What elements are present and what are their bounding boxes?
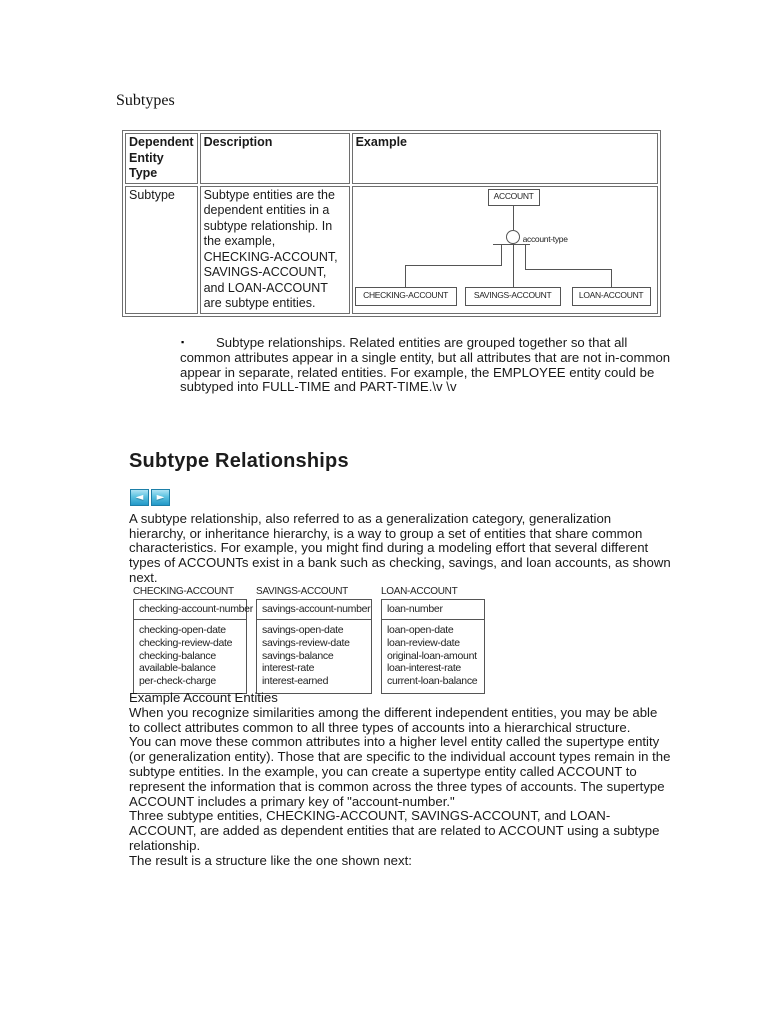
- bullet-text: Subtype relationships. Related entities are grouped together so that all common attributes appear in a single entity, but all attributes that are not in-common appear in separate, related entities. For example, the EMPLOYEE entity could be subtyped into FULL-TIME and PART-TIME.\v \v: [180, 335, 671, 395]
- diagram-line: [513, 245, 514, 287]
- entity-name-label: LOAN-ACCOUNT: [381, 586, 458, 597]
- entity-attribute-list: [134, 620, 246, 693]
- nav-back-button[interactable]: [130, 489, 149, 506]
- entity-attribute: savings-review-date: [262, 636, 350, 649]
- entity-savings-account: [256, 586, 372, 694]
- cell-example-diagram: [352, 186, 658, 314]
- diagram-category-circle: [506, 230, 520, 244]
- nav-forward-button[interactable]: [151, 489, 170, 506]
- header-description: Description: [200, 133, 350, 184]
- diagram-subtype-loan-box: LOAN-ACCOUNT: [572, 287, 651, 306]
- entity-name-label: CHECKING-ACCOUNT: [133, 586, 234, 597]
- entity-loan-account: [381, 586, 485, 694]
- account-entity-diagrams: [133, 586, 485, 694]
- entity-attribute-list: [382, 620, 484, 693]
- diagram-subtype-checking-box: CHECKING-ACCOUNT: [355, 287, 457, 306]
- diagram-line: [525, 245, 526, 269]
- paragraph: The result is a structure like the one shown next:: [129, 852, 412, 868]
- entity-key-attribute: checking-account-number: [134, 600, 246, 620]
- entity-attribute: original-loan-amount: [387, 649, 477, 662]
- page-title: Subtypes: [116, 92, 175, 109]
- entity-attribute: savings-balance: [262, 649, 334, 662]
- entity-attribute: savings-open-date: [262, 624, 344, 636]
- entity-key-attribute: loan-number: [382, 600, 484, 620]
- diagram-line: [611, 269, 612, 287]
- back-arrow-icon: ◄: [135, 491, 144, 503]
- entity-attribute: interest-earned: [262, 675, 329, 688]
- paragraph: Three subtype entities, CHECKING-ACCOUNT, SAVINGS-ACCOUNT, and LOAN-ACCOUNT, are added as dependent entities that are related to ACCOUNT using a subtype relationship.: [129, 808, 660, 853]
- section-intro-paragraph: A subtype relationship, also referred to as a generalization category, generalization hierarchy, or inheritance hierarchy, is a way to group a set of entities that share common characteristics. For example, you might find during a modeling effort that several different types of ACCOUNTs exist in a bank such as checking, savings, and loan accounts, as shown next.: [129, 511, 671, 585]
- diagram-line: [405, 265, 502, 266]
- diagram-line: [513, 206, 514, 230]
- diagram-line: [525, 269, 612, 270]
- entity-attribute: checking-balance: [139, 649, 216, 662]
- entity-box: [256, 599, 372, 694]
- table-row: [125, 186, 658, 314]
- cell-description: Subtype entities are the dependent entities in a subtype relationship. In the example, CHECKING-ACCOUNT, SAVINGS-ACCOUNT, and LOAN-ACCOUNT are subtype entities.: [200, 186, 350, 314]
- diagram-line: [501, 245, 502, 265]
- section-heading: Subtype Relationships: [129, 450, 349, 472]
- entity-attribute: loan-review-date: [387, 636, 460, 649]
- entity-attribute: interest-rate: [262, 662, 315, 675]
- entity-key-attribute: savings-account-number: [257, 600, 371, 620]
- diagram-line: [405, 265, 406, 287]
- diagram-caption: Example Account Entities: [129, 690, 278, 705]
- entity-attribute: per-check-charge: [139, 675, 216, 688]
- entity-attribute: loan-interest-rate: [387, 662, 461, 675]
- diagram-subtype-savings-box: SAVINGS-ACCOUNT: [465, 287, 561, 306]
- subtype-definition-table: [122, 130, 661, 317]
- subtype-relationships-bullet: [180, 336, 676, 395]
- entity-attribute: checking-open-date: [139, 624, 226, 636]
- entity-name-label: SAVINGS-ACCOUNT: [256, 586, 348, 597]
- topic-navigation: [130, 489, 170, 506]
- entity-box: [133, 599, 253, 694]
- paragraph: When you recognize similarities among the different independent entities, you may be able to collect attributes common to all three types of accounts into a hierarchical structure.: [129, 704, 658, 735]
- entity-attribute: loan-open-date: [387, 624, 454, 636]
- entity-checking-account: [133, 586, 253, 694]
- entity-box: [381, 599, 485, 694]
- header-dependent-entity-type: Dependent Entity Type: [125, 133, 198, 184]
- table-header-row: [125, 133, 658, 184]
- forward-arrow-icon: ►: [156, 491, 165, 503]
- entity-attribute: checking-review-date: [139, 636, 233, 649]
- entity-attribute: available-balance: [139, 662, 216, 675]
- body-text: [129, 691, 671, 869]
- entity-attribute: current-loan-balance: [387, 675, 478, 688]
- bullet-icon: ▪: [181, 337, 185, 347]
- diagram-discriminator-label: account-type: [522, 233, 568, 244]
- diagram-supertype-box: ACCOUNT: [488, 189, 540, 206]
- paragraph: You can move these common attributes into a higher level entity called the supertype entity (or generalization entity). Those that are specific to the individual account types remain in the subtype entities. In the example, you can create a supertype entity called ACCOUNT to represent the information that is common across the three types of accounts. The supertype ACCOUNT includes a primary key of "account-number.": [129, 734, 671, 809]
- entity-attribute-list: [257, 620, 371, 693]
- cell-entity-type: Subtype: [125, 186, 198, 314]
- header-example: Example: [352, 133, 658, 184]
